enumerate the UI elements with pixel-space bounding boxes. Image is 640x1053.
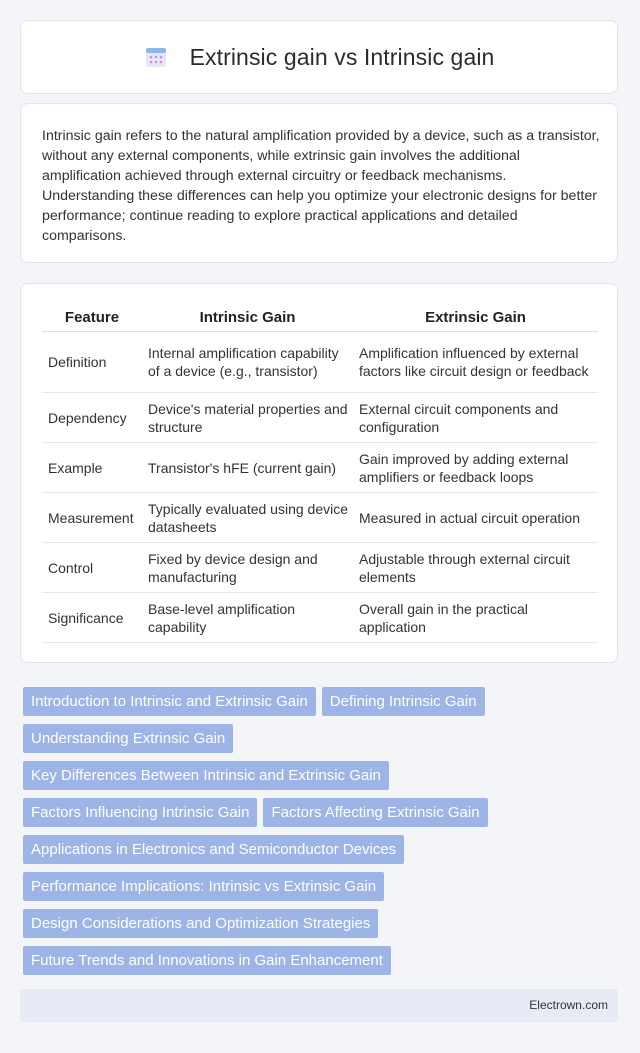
table-row bbox=[42, 543, 598, 593]
topic-tag[interactable]: Factors Affecting Extrinsic Gain bbox=[263, 798, 487, 827]
row-intrinsic: Base-level amplification capability bbox=[142, 593, 353, 643]
row-feature: Definition bbox=[42, 332, 142, 393]
row-feature: Dependency bbox=[42, 393, 142, 443]
footer-site-link[interactable]: Electrown.com bbox=[529, 998, 608, 1012]
table-row bbox=[42, 443, 598, 493]
comparison-table bbox=[42, 306, 598, 643]
topic-tag[interactable]: Understanding Extrinsic Gain bbox=[23, 724, 233, 753]
row-intrinsic: Fixed by device design and manufacturing bbox=[142, 543, 353, 593]
table-row bbox=[42, 332, 598, 393]
intro-paragraph: Intrinsic gain refers to the natural amplification provided by a device, such as a transistor, without any external components, while extrinsic gain involves the additional amplification achieved through external circuitry or feedback mechanisms. Understanding these differences can help you optimize your electronic designs for better performance; continue reading to explore practical applications and detailed comparisons. bbox=[42, 128, 600, 244]
header-extrinsic: Extrinsic Gain bbox=[353, 306, 598, 332]
row-intrinsic: Transistor's hFE (current gain) bbox=[142, 443, 353, 493]
row-intrinsic: Typically evaluated using device datasheets bbox=[142, 493, 353, 543]
table-row bbox=[42, 393, 598, 443]
topic-tag[interactable]: Defining Intrinsic Gain bbox=[322, 687, 485, 716]
topic-tag[interactable]: Introduction to Intrinsic and Extrinsic Gain bbox=[23, 687, 316, 716]
header-intrinsic: Intrinsic Gain bbox=[142, 306, 353, 332]
topic-tag[interactable]: Applications in Electronics and Semiconductor Devices bbox=[23, 835, 404, 864]
topic-tag[interactable]: Design Considerations and Optimization Strategies bbox=[23, 909, 378, 938]
topic-tag[interactable]: Factors Influencing Intrinsic Gain bbox=[23, 798, 257, 827]
comparison-card bbox=[20, 283, 618, 663]
topic-tag[interactable]: Performance Implications: Intrinsic vs Extrinsic Gain bbox=[23, 872, 384, 901]
table-row bbox=[42, 493, 598, 543]
row-feature: Measurement bbox=[42, 493, 142, 543]
row-feature: Control bbox=[42, 543, 142, 593]
topic-tags bbox=[23, 687, 623, 983]
calendar-grid-icon bbox=[144, 45, 168, 69]
row-intrinsic: Internal amplification capability of a device (e.g., transistor) bbox=[142, 332, 353, 393]
intro-card bbox=[20, 103, 618, 263]
row-extrinsic: External circuit components and configuration bbox=[353, 393, 598, 443]
row-extrinsic: Gain improved by adding external amplifiers or feedback loops bbox=[353, 443, 598, 493]
table-row bbox=[42, 593, 598, 643]
row-extrinsic: Measured in actual circuit operation bbox=[353, 493, 598, 543]
row-intrinsic: Device's material properties and structure bbox=[142, 393, 353, 443]
row-feature: Significance bbox=[42, 593, 142, 643]
row-extrinsic: Overall gain in the practical application bbox=[353, 593, 598, 643]
title-card bbox=[20, 20, 618, 94]
row-extrinsic: Amplification influenced by external factors like circuit design or feedback bbox=[353, 332, 598, 393]
topic-tag[interactable]: Key Differences Between Intrinsic and Extrinsic Gain bbox=[23, 761, 389, 790]
footer bbox=[20, 989, 618, 1022]
row-extrinsic: Adjustable through external circuit elements bbox=[353, 543, 598, 593]
page-title: Extrinsic gain vs Intrinsic gain bbox=[189, 43, 495, 70]
row-feature: Example bbox=[42, 443, 142, 493]
table-header-row bbox=[42, 306, 598, 332]
header-feature: Feature bbox=[42, 306, 142, 332]
topic-tag[interactable]: Future Trends and Innovations in Gain Enhancement bbox=[23, 946, 391, 975]
